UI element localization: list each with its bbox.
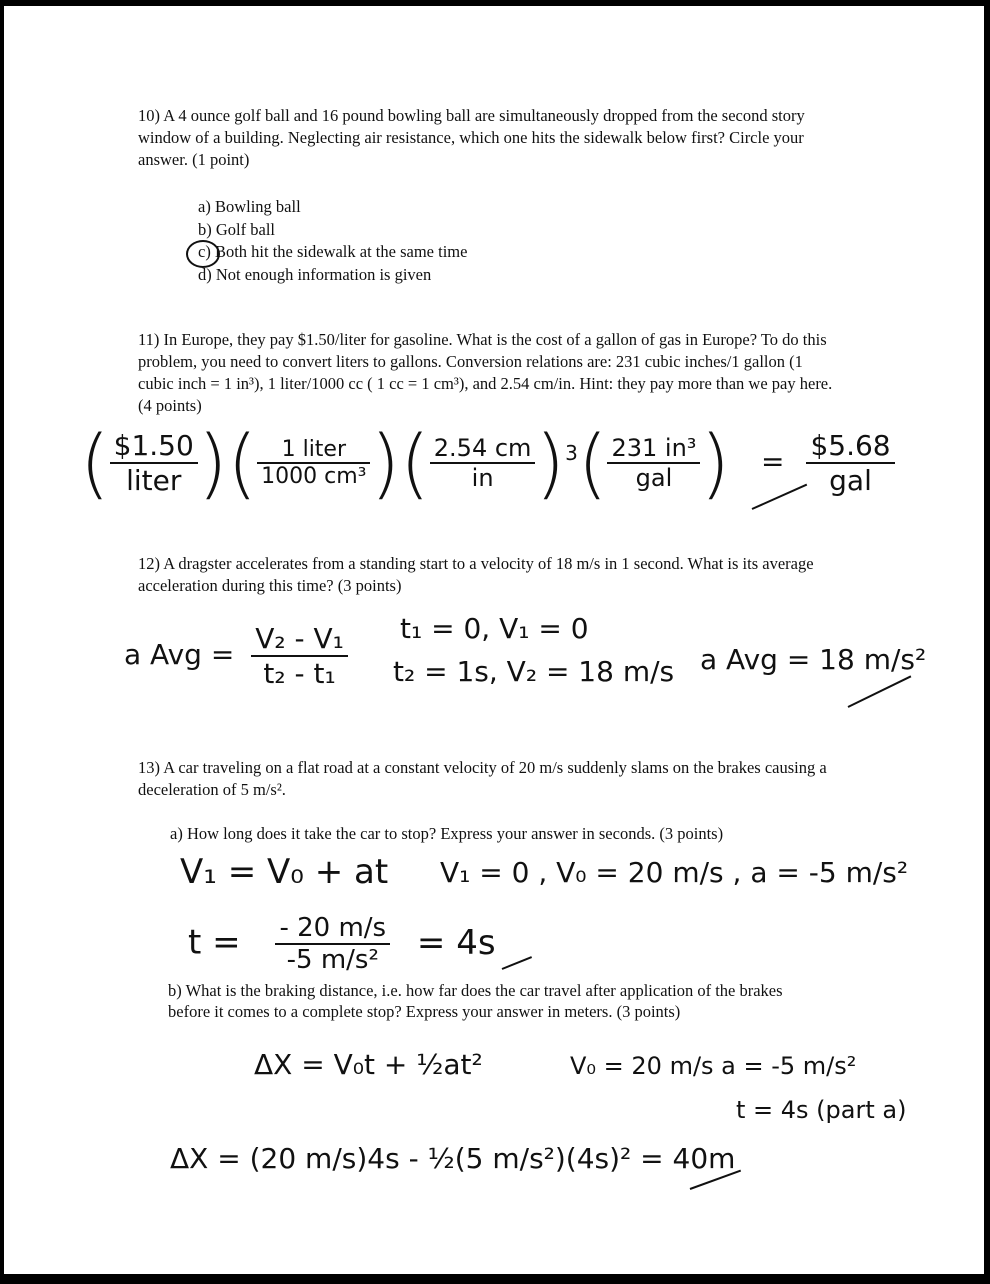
q11-factor3-den: in xyxy=(471,463,494,492)
q11-factor3-exponent: 3 xyxy=(565,441,578,466)
q12-formula xyxy=(124,622,348,690)
question-12-text: 12) A dragster accelerates from a standing start to a velocity of 18 m/s in 1 second. What is its average acceleration during this time? (3 points) xyxy=(138,554,814,595)
q13a-t-result: = 4s xyxy=(416,922,496,963)
option-a[interactable]: a) Bowling ball xyxy=(198,197,301,216)
q11-factor1-num: $1.50 xyxy=(110,429,198,464)
question-10-options xyxy=(198,196,467,286)
q11-factor2-den: 1000 cm³ xyxy=(261,463,367,489)
q13b-given-2: t = 4s (part a) xyxy=(736,1096,907,1124)
option-d[interactable]: d) Not enough information is given xyxy=(198,264,432,284)
q11-factor2-num: 1 liter xyxy=(257,437,370,464)
q12-denominator: t₂ - t₁ xyxy=(263,657,336,690)
q13a-t-numerator: - 20 m/s xyxy=(275,913,390,945)
question-10-text: 10) A 4 ounce golf ball and 16 pound bowling ball are simultaneously dropped from the second story window of a building. Neglecting air resistance, which one hits the sidewalk below first? Circle your answer. (1 point) xyxy=(138,106,805,169)
q11-answer-num: $5.68 xyxy=(806,429,894,464)
q13a-t-lhs: t = xyxy=(188,922,241,963)
scan-border-top xyxy=(0,0,990,6)
q13a-t-denominator: -5 m/s² xyxy=(286,945,379,975)
answer-circle-mark xyxy=(186,240,220,268)
scan-border-left xyxy=(0,0,4,1284)
q12-lhs: a Avg = xyxy=(124,638,235,671)
scan-border-right xyxy=(984,0,990,1284)
option-c[interactable]: c) Both hit the sidewalk at the same time xyxy=(198,242,468,261)
q13b-calculation: ΔX = (20 m/s)4s - ½(5 m/s²)(4s)² = 40m xyxy=(170,1142,736,1175)
q11-factor4-den: gal xyxy=(635,463,673,492)
q11-factor3-num: 2.54 cm xyxy=(430,434,536,464)
q13a-given: V₁ = 0 , V₀ = 20 m/s , a = -5 m/s² xyxy=(440,856,909,889)
q11-equals: = xyxy=(760,444,785,478)
question-13a-text: a) How long does it take the car to stop? Express your answer in seconds. (3 points) xyxy=(170,824,724,843)
q11-handwritten-work: ( $\frac{\$1.50}{\text{liter}}$ )( $\frac{\text{1 liter}}{\text{1000 cm³}}$ )( $\frac{2.54 cm}{in}$ )$^3$( $\frac{\text{231 in³}}{\text{gal}}$ ) = $\frac{\$5.68}{\text{gal}}$ xyxy=(80,418,895,507)
q13b-given-1: V₀ = 20 m/s a = -5 m/s² xyxy=(570,1052,857,1080)
question-11-text: 11) In Europe, they pay $1.50/liter for gasoline. What is the cost of a gallon of gas in Europe? To do this problem, you need to convert liters to gallons. Conversion relations are: 231 cubic inches/1 gallon (1 cubic inch = 1 in³), 1 liter/1000 cc ( 1 cc = 1 cm³), and 2.54 cm/in. Hint: they pay more than we pay here. (4 points) xyxy=(138,330,833,415)
scan-border-bottom xyxy=(0,1274,990,1284)
q12-answer: a Avg = 18 m/s² xyxy=(700,643,927,676)
q12-numerator: V₂ - V₁ xyxy=(251,622,348,657)
question-13b-text: b) What is the braking distance, i.e. how far does the car travel after application of the brakes before it comes to a complete stop? Express your answer in meters. (3 points) xyxy=(168,981,783,1021)
q13a-equation: V₁ = V₀ + at xyxy=(180,852,389,892)
grader-check-mark xyxy=(502,956,532,970)
q11-factor4-num: 231 in³ xyxy=(607,434,700,464)
grader-check-mark xyxy=(848,675,912,707)
option-b[interactable]: b) Golf ball xyxy=(198,219,275,239)
question-13-text: 13) A car traveling on a flat road at a constant velocity of 20 m/s suddenly slams on the brakes causing a deceleration of 5 m/s². xyxy=(138,758,827,799)
q12-given-1: t₁ = 0, V₁ = 0 xyxy=(400,612,589,645)
q11-factor1-den: liter xyxy=(126,463,182,497)
q13b-equation: ΔX = V₀t + ½at² xyxy=(254,1048,483,1081)
q11-answer-den: gal xyxy=(829,463,872,497)
q13a-t-formula xyxy=(188,913,496,975)
q12-given-2: t₂ = 1s, V₂ = 18 m/s xyxy=(393,655,675,688)
